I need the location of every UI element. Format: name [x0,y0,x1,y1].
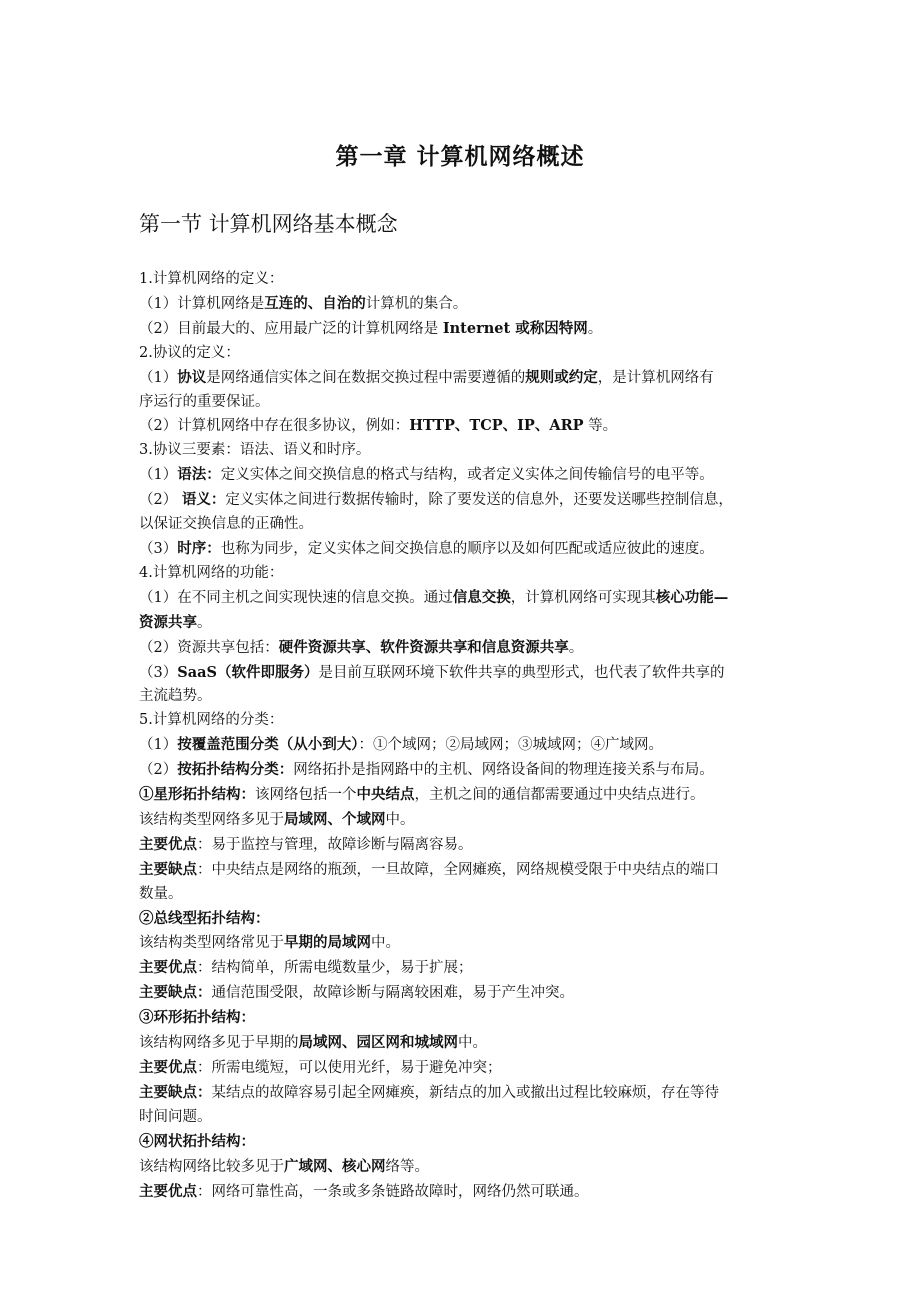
text-run: 定义实体之间进行数据传输时，除了要发送的信息外，还要发送哪些控制信息， [225,492,733,509]
bold-text: 规则或约定 [525,368,598,386]
text-line [139,537,784,562]
text-line [139,661,784,686]
text-run: 网络拓扑是指网路中的主机、网络设备间的物理连接关系与布局。 [293,762,714,779]
text-run: （2） [139,492,182,509]
text-run: 5.计算机网络的分类： [139,712,284,729]
bold-text: 按拓扑结构分类： [177,761,294,779]
text-line [139,586,784,611]
text-run: 主流趋势。 [139,688,212,705]
text-line [139,342,784,366]
text-run: ，计算机网络可实现其 [510,589,656,606]
bold-text: HTTP、TCP、IP、ARP [409,417,584,435]
text-run: 序运行的重要保证。 [139,393,270,410]
bold-text: 局域网、个域网 [284,810,386,828]
text-line [139,733,784,758]
bold-text: 广域网、核心网 [284,1157,386,1175]
bold-text: 语义： [181,491,226,509]
bold-text: 主要优点 [139,1059,197,1076]
text-run: 。 [587,320,603,337]
bold-text: ④网状拓扑结构： [139,1132,255,1150]
text-run: ：结构简单，所需电缆数量少，易于扩展； [197,960,473,977]
text-line [139,758,784,783]
text-line [139,488,784,513]
bold-text: 主要优点 [139,959,197,977]
text-run: 某结点的故障容易引起全网瘫痪，新结点的加入或撤出过程比较麻烦，存在等待 [211,1084,719,1101]
text-run: （1） [139,369,178,386]
text-run: 络等。 [385,1158,429,1175]
text-run: ，主机之间的通信都需要通过中央结点进行。 [414,787,705,804]
text-run: 该结构类型网络多见于 [139,811,284,828]
section-title: 第一节 计算机网络基本概念 [139,212,398,236]
bold-text: 语法： [177,466,221,484]
text-run: 也称为同步，定义实体之间交换信息的顺序以及如何匹配或适应彼此的速度。 [220,540,714,557]
text-run: （2）目前最大的、应用最广泛的计算机网络是 [139,320,443,337]
text-run: 该网络包括一个 [255,787,357,804]
text-line [139,562,784,586]
chapter-title: 第一章 计算机网络概述 [335,144,585,170]
text-run: 1.计算机网络的定义： [139,271,284,287]
text-line [139,268,784,292]
text-run: ：所需电缆短，可以使用光纤，易于避免冲突； [197,1060,502,1076]
text-run: 3.协议三要素：语法、语义和时序。 [139,442,371,459]
text-run: 数量。 [139,885,183,902]
text-run: 。 [568,639,584,656]
text-line [139,513,784,537]
text-run: 计算机的集合。 [365,295,468,312]
text-line [139,636,784,661]
bold-text: 局域网、园区网和城域网 [298,1034,458,1052]
bold-text: 硬件资源共享、软件资源共享和信息资源共享 [278,638,569,656]
bold-text: 主要缺点： [139,1083,212,1101]
text-line [139,292,784,317]
bold-text: 资源共享 [139,613,197,631]
bold-text: Internet 或称因特网 [442,319,588,337]
text-line [139,1155,784,1180]
bold-text: 互连的、自治的 [264,294,366,312]
bold-text: 按覆盖范围分类（从小到大） [177,736,359,754]
text-line [139,1106,784,1130]
text-run: 是网络通信实体之间在数据交换过程中需要遵循的 [206,369,526,386]
bold-text: 主要缺点 [139,860,197,878]
text-line [139,833,784,858]
text-run: （1） [139,737,178,754]
text-run: 该结构网络比较多见于 [139,1158,284,1175]
bold-text: 信息交换 [452,588,511,606]
text-line [139,907,784,932]
text-line [139,611,784,636]
text-line [139,1081,784,1106]
bold-text: 主要优点 [139,1182,197,1200]
text-run: （2）计算机网络中存在很多协议，例如： [139,418,410,435]
bold-text: ③环形拓扑结构： [139,1009,255,1027]
text-line [139,1130,784,1155]
text-run: 。 [197,614,212,631]
text-line [139,709,784,733]
text-run: 以保证交换信息的正确性。 [139,516,313,533]
bold-text: 协议 [177,368,207,386]
text-line [139,808,784,833]
text-line [139,1031,784,1056]
text-run: （1）计算机网络是 [139,295,265,312]
text-run: （1）在不同主机之间实现快速的信息交换。通过 [139,589,453,606]
text-run: 4.计算机网络的功能： [139,564,284,581]
text-run: ：网络可靠性高，一条或多条链路故障时，网络仍然可联通。 [197,1183,589,1200]
text-run: （1） [139,467,178,484]
bold-text: 核心功能— [655,588,729,606]
text-line [139,858,784,883]
text-run: 2.协议的定义： [139,344,240,361]
text-run: （3） [139,664,178,681]
text-run: 中。 [458,1035,487,1052]
text-run: 该结构类型网络常见于 [139,935,284,952]
bold-text: 中央结点 [356,786,415,804]
text-line [139,1056,784,1081]
document-body [139,268,784,1204]
text-run: 等。 [583,418,618,435]
text-line [139,391,784,415]
text-line [139,931,784,956]
bold-text: ②总线型拓扑结构： [139,909,270,927]
text-line [139,414,784,439]
text-line [139,883,784,907]
text-line [139,981,784,1006]
text-run: 是目前互联网环境下软件共享的典型形式，也代表了软件共享的 [318,664,725,681]
bold-text: 时序： [177,539,221,557]
text-run: 定义实体之间交换信息的格式与结构，或者定义实体之间传输信号的电平等。 [220,467,714,484]
text-run: 该结构网络多见于早期的 [139,1035,299,1052]
text-line [139,1006,784,1031]
text-run: 中。 [385,811,415,828]
bold-text: 主要优点 [139,835,197,853]
text-run: 中。 [371,935,400,952]
text-line [139,317,784,342]
text-run: ：中央结点是网络的瓶颈，一旦故障，全网瘫痪，网络规模受限于中央结点的端口 [197,861,719,878]
bold-text: SaaS（软件即服务） [177,663,319,681]
text-line [139,685,784,709]
text-run: ，是计算机网络有 [597,369,714,386]
text-run: 时间问题。 [139,1108,212,1125]
bold-text: 早期的局域网 [284,934,371,952]
text-line [139,1180,784,1205]
text-line [139,463,784,488]
text-line [139,956,784,981]
text-line [139,439,784,463]
text-run: ：①个域网；②局域网；③城域网；④广域网。 [358,737,663,754]
text-run: （2）资源共享包括： [139,639,279,656]
text-run: （3） [139,540,178,557]
bold-text: 主要缺点： [139,984,212,1002]
text-line [139,783,784,808]
text-run: （2） [139,762,178,779]
text-line [139,366,784,391]
bold-text: ①星形拓扑结构： [139,786,255,804]
text-run: 通信范围受限，故障诊断与隔离较困难，易于产生冲突。 [211,985,574,1002]
text-run: ：易于监控与管理，故障诊断与隔离容易。 [197,836,473,853]
